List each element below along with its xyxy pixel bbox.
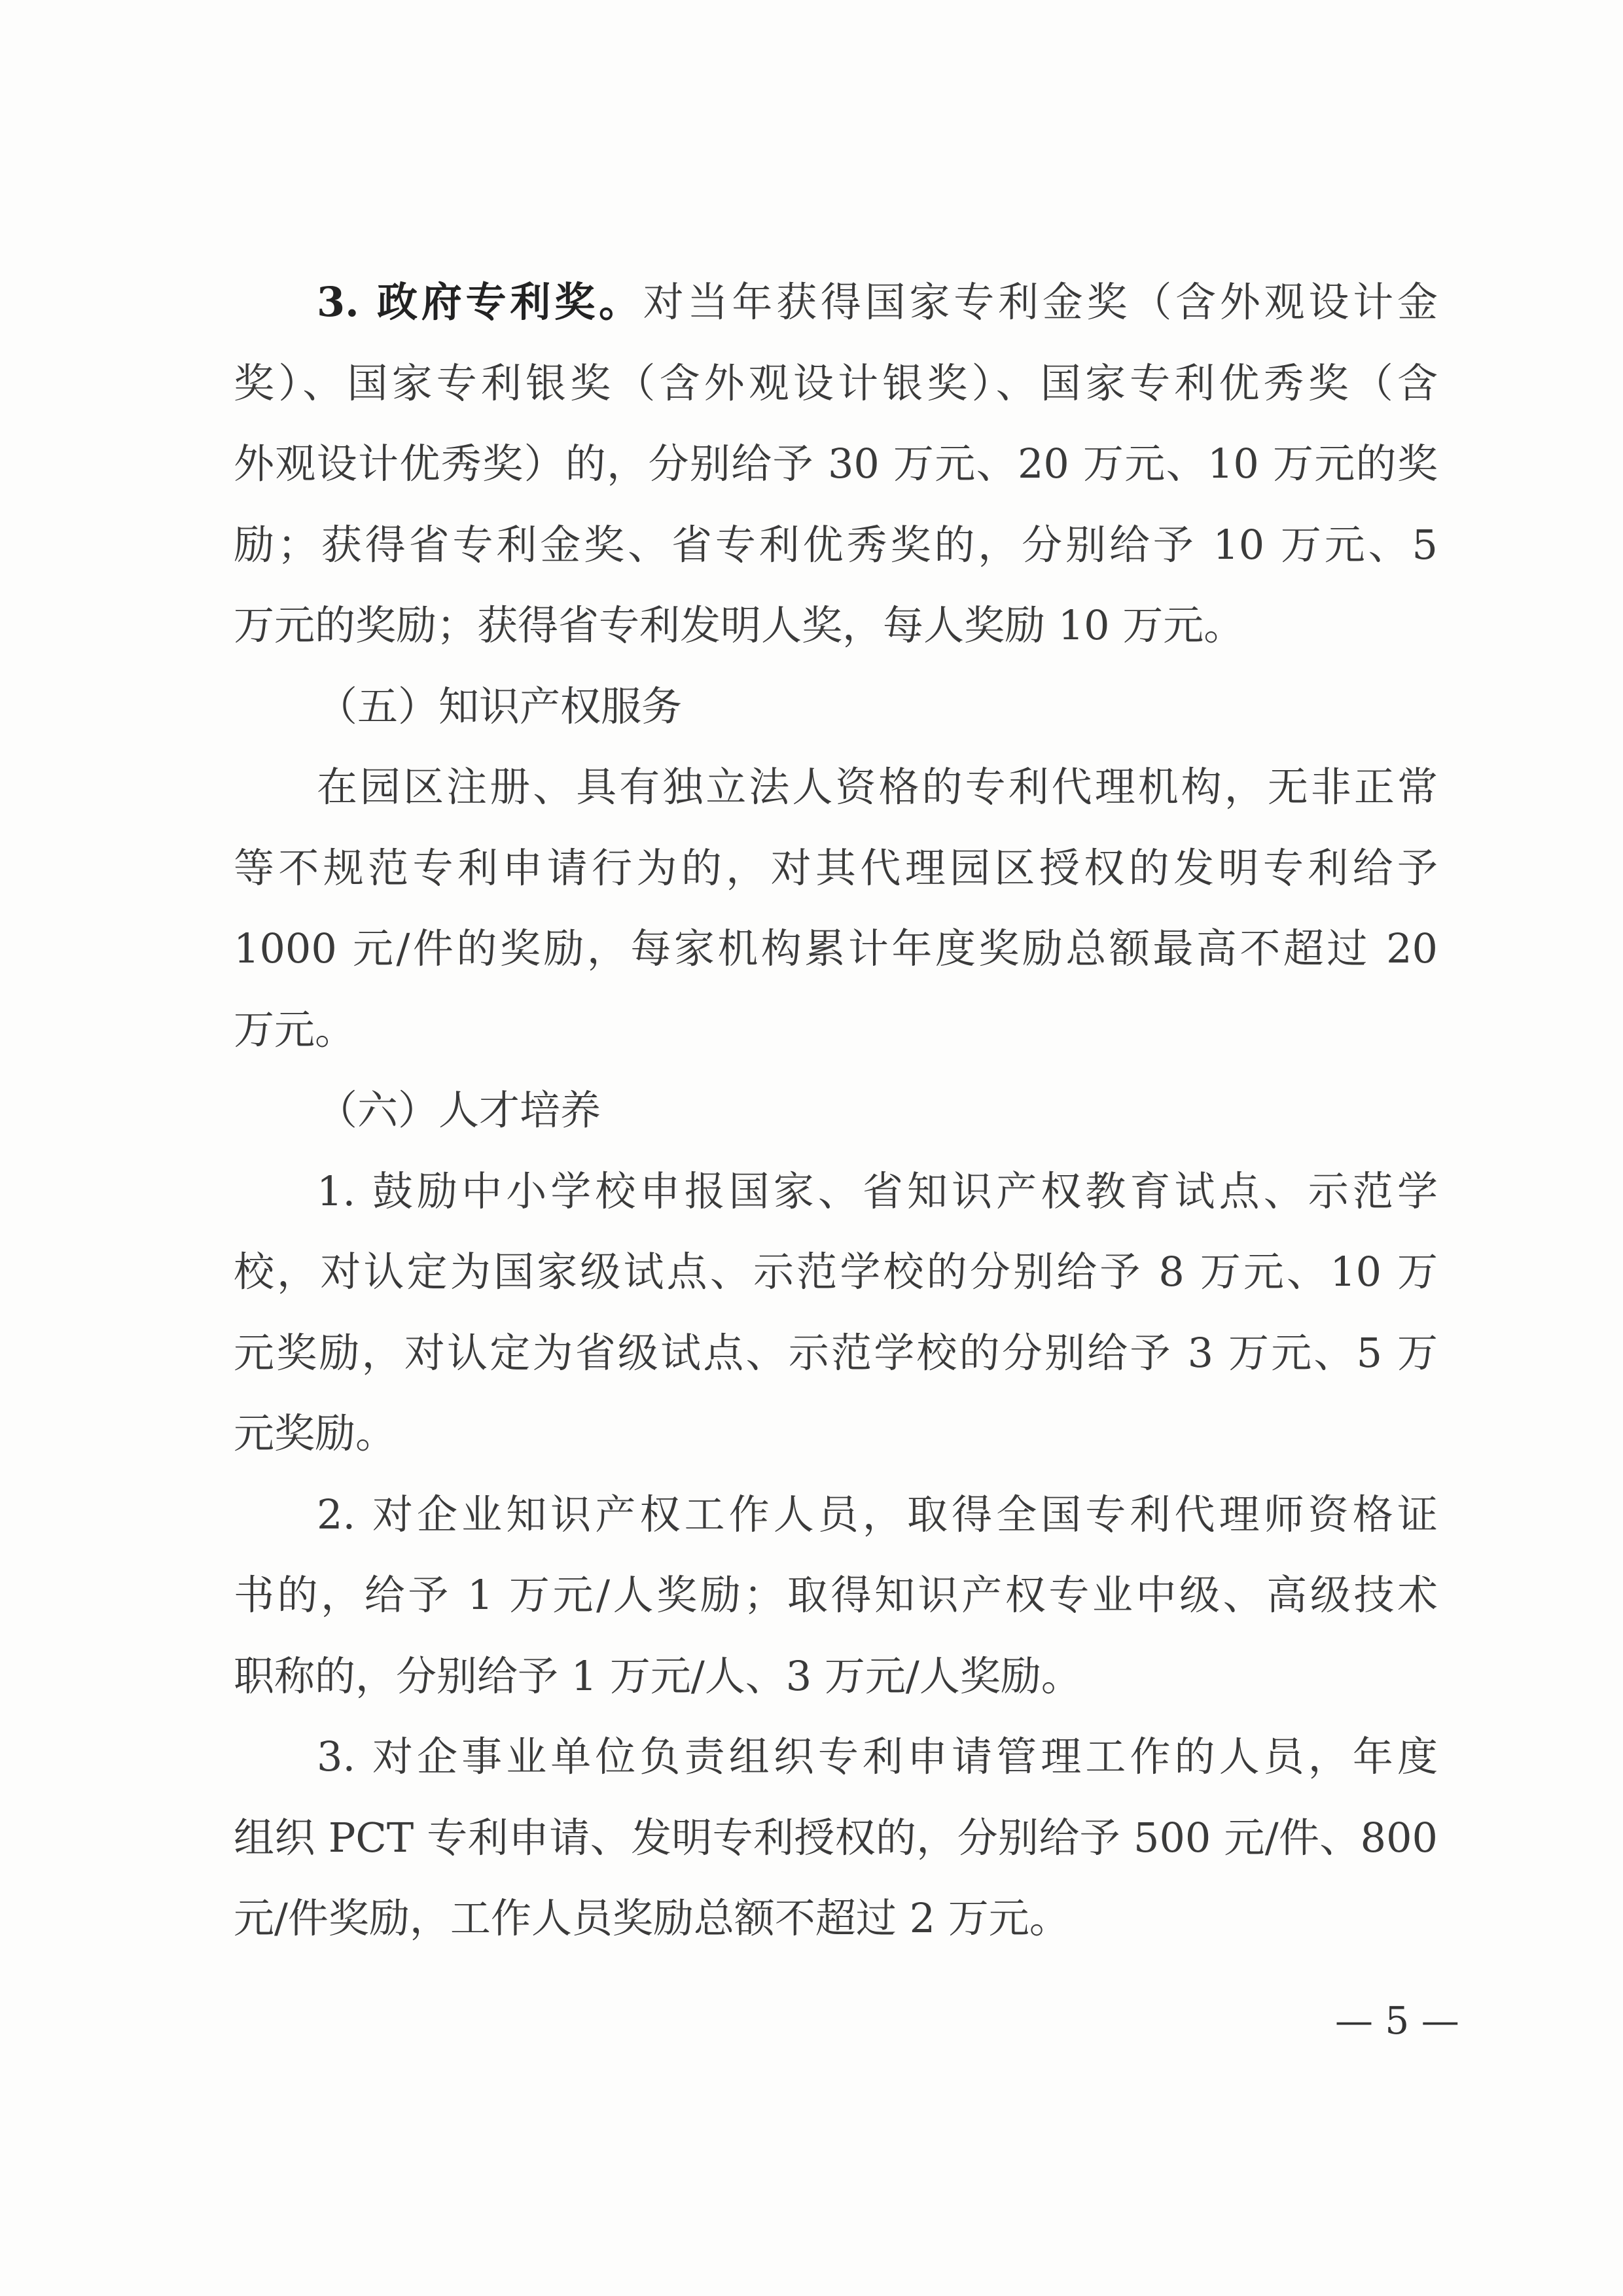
document-body: [234, 262, 1438, 1959]
paragraph-line: 元/件奖励，工作人员奖励总额不超过 2 万元。: [234, 1894, 1070, 1942]
section-heading: （六）人才培养: [317, 1086, 601, 1134]
paragraph-line: 1000 元/件的奖励，每家机构累计年度奖励总额最高不超过 20: [234, 925, 1438, 972]
paragraph-line: 书的，给予 1 万元/人奖励；取得知识产权专业中级、高级技术: [234, 1571, 1438, 1619]
paragraph-line: 外观设计优秀奖）的，分别给予 30 万元、20 万元、10 万元的奖: [234, 440, 1438, 487]
paragraph-line: 2. 对企业知识产权工作人员，取得全国专利代理师资格证: [317, 1490, 1438, 1538]
paragraph-line: 1. 鼓励中小学校申报国家、省知识产权教育试点、示范学: [317, 1167, 1438, 1215]
section-heading: （五）知识产权服务: [317, 682, 683, 730]
paragraph-line: 励；获得省专利金奖、省专利优秀奖的，分别给予 10 万元、5: [234, 520, 1438, 569]
paragraph-line: 元奖励，对认定为省级试点、示范学校的分别给予 3 万元、5 万: [234, 1328, 1438, 1377]
section-lead: 3. 政府专利奖。: [317, 278, 643, 326]
paragraph-line: 校，对认定为国家级试点、示范学校的分别给予 8 万元、10 万: [234, 1248, 1438, 1296]
paragraph-line: 万元。: [234, 1005, 356, 1053]
paragraph-line: 在园区注册、具有独立法人资格的专利代理机构，无非正常: [317, 763, 1438, 811]
paragraph-line: 奖）、国家专利银奖（含外观设计银奖）、国家专利优秀奖（含: [234, 359, 1438, 407]
paragraph-line: 万元的奖励；获得省专利发明人奖，每人奖励 10 万元。: [234, 601, 1245, 649]
paragraph-line: 组织 PCT 专利申请、发明专利授权的，分别给予 500 元/件、800: [234, 1813, 1438, 1862]
paragraph-line: 等不规范专利申请行为的，对其代理园区授权的发明专利给予: [234, 843, 1438, 892]
paragraph-line: 元奖励。: [234, 1409, 397, 1457]
paragraph-line: 3. 对企事业单位负责组织专利申请管理工作的人员，年度: [317, 1733, 1438, 1780]
paragraph-line: 3. 政府专利奖。对当年获得国家专利金奖（含外观设计金: [317, 278, 1438, 326]
page-number: — 5 —: [1335, 1998, 1459, 2043]
paragraph-line: 职称的，分别给予 1 万元/人、3 万元/人奖励。: [234, 1651, 1082, 1700]
